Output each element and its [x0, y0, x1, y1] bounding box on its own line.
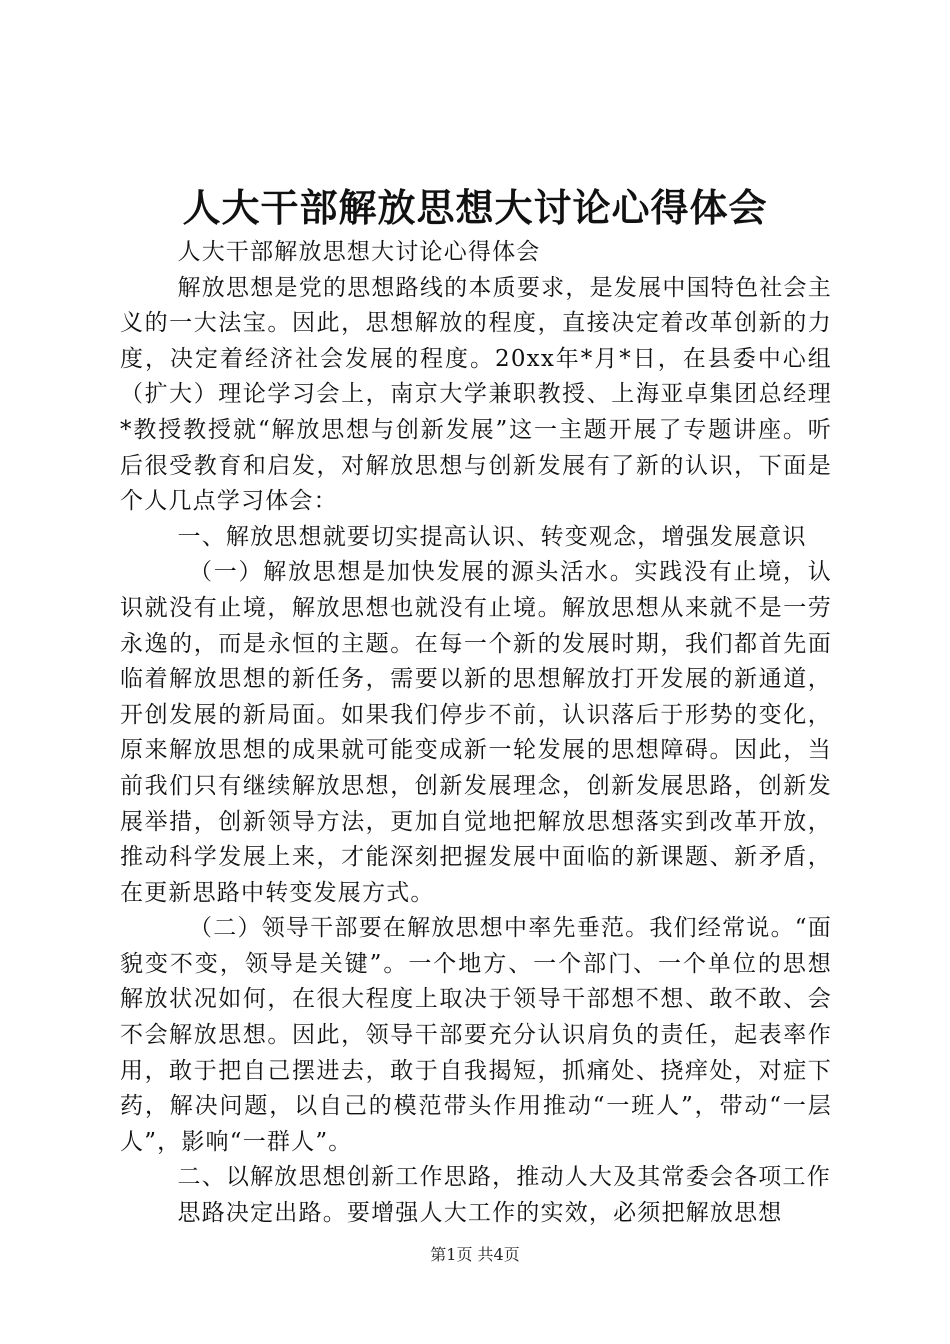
section-heading-1: 一、解放思想就要切实提高认识、转变观念，增强发展意识 — [177, 523, 807, 550]
paragraph-intro: 解放思想是党的思想路线的本质要求，是发展中国特色社会主义的一大法宝。因此，思想解放的程度，直接决定着改革创新的力度，决定着经济社会发展的程度。20xx年*月*日，在县委中心组（扩大）理论学习会上，南京大学兼职教授、上海亚卓集团总经理*教授教授就“解放思想与创新发展”这一主题开展了专题讲座。听后很受教育和启发，对解放思想与创新发展有了新的认识，下面是个人几点学习体会： — [120, 274, 832, 515]
paragraph-point-1: （一）解放思想是加快发展的源头活水。实践没有止境，认识就没有止境，解放思想也就没有止境。解放思想从来就不是一劳永逸的，而是永恒的主题。在每一个新的发展时期，我们都首先面临着解放思想的新任务，需要以新的思想解放打开发展的新通道，开创发展的新局面。如果我们停步不前，认识落后于形势的变化，原来解放思想的成果就可能变成新一轮发展的思想障碍。因此，当前我们只有继续解放思想，创新发展理念，创新发展思路，创新发展举措，创新领导方法，更加自觉地把解放思想落实到改革开放，推动科学发展上来，才能深刻把握发展中面临的新课题、新矛盾，在更新思路中转变发展方式。 — [120, 559, 832, 906]
paragraph-point-2: （二）领导干部要在解放思想中率先垂范。我们经常说。“面貌变不变，领导是关键”。一个地方、一个部门、一个单位的思想解放状况如何，在很大程度上取决于领导干部想不想、敢不敢、会不会解放思想。因此，领导干部要充分认识肩负的责任，起表率作用，敢于把自己摆进去，敢于自我揭短，抓痛处、挠痒处，对症下药，解决问题，以自己的模范带头作用推动“一班人”，带动“一层人”，影响“一群人”。 — [120, 915, 832, 1155]
section-heading-2: 二、以解放思想创新工作思路，推动人大及其常委会各项工作 — [177, 1164, 831, 1191]
document-body — [120, 235, 832, 1232]
document-title: 人大干部解放思想大讨论心得体会 — [182, 185, 768, 230]
paragraph-continuation: 思路决定出路。要增强人大工作的实效，必须把解放思想 — [177, 1200, 783, 1227]
page-number: 第1页 共4页 — [430, 1245, 520, 1264]
paragraph-subtitle: 人大干部解放思想大讨论心得体会 — [177, 239, 541, 265]
